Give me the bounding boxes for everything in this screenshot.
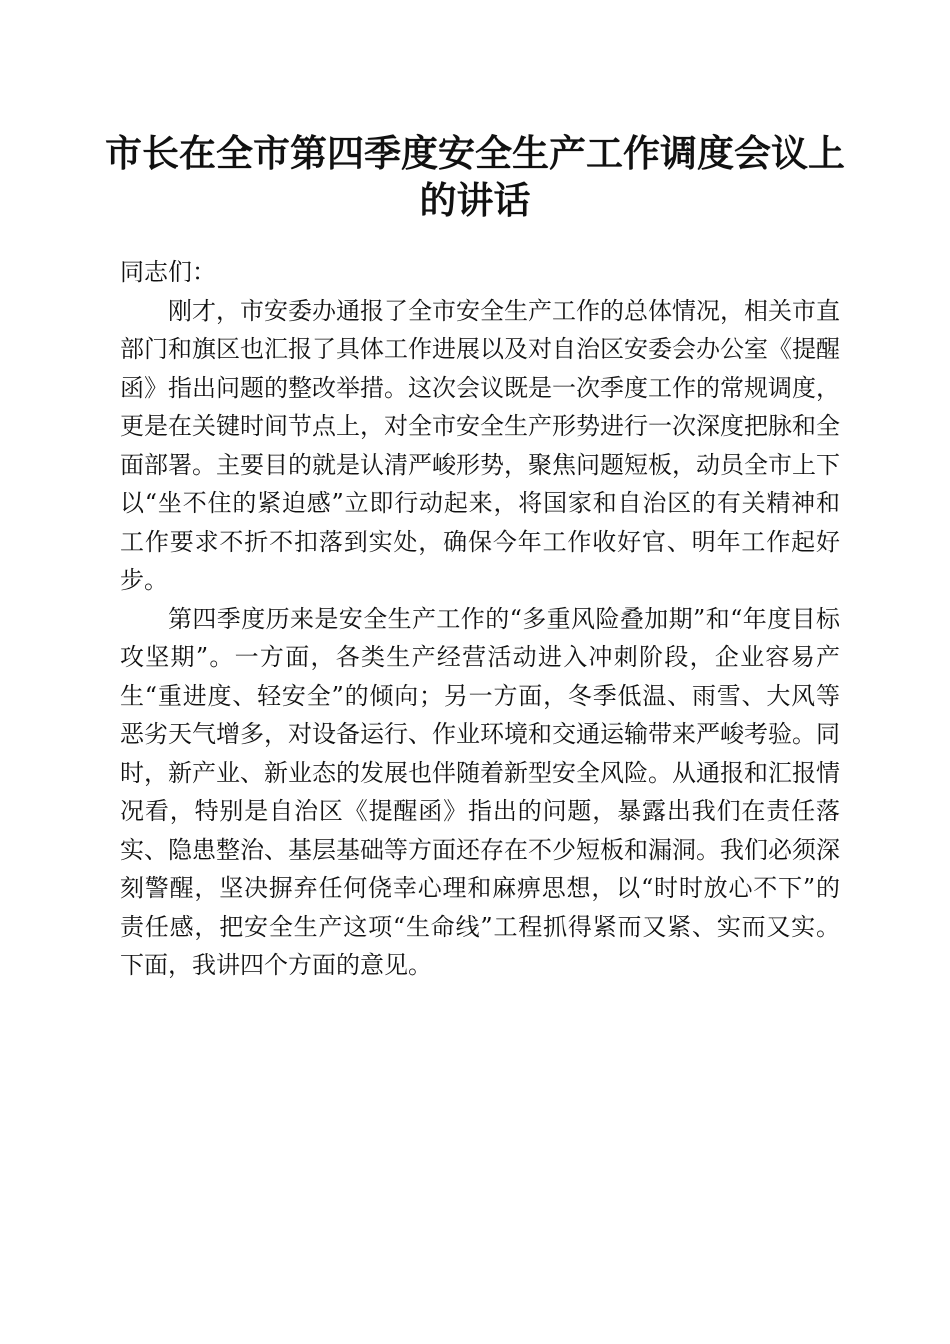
paragraph-1: 刚才，市安委办通报了全市安全生产工作的总体情况，相关市直部门和旗区也汇报了具体工作进展以及对自治区安委会办公室《提醒函》指出问题的整改举措。这次会议既是一次季度工作的常规调度，更是在关键时间节点上，对全市安全生产形势进行一次深度把脉和全面部署。主要目的就是认清严峻形势，聚焦问题短板，动员全市上下以“坐不住的紧迫感”立即行动起来，将国家和自治区的有关精神和工作要求不折不扣落到实处，确保今年工作收好官、明年工作起好步。 [120, 296, 840, 594]
title-line-1: 市长在全市第四季度安全生产工作调度会议上 [105, 132, 845, 175]
paragraph-2: 第四季度历来是安全生产工作的“多重风险叠加期”和“年度目标攻坚期”。一方面，各类生产经营活动进入冲刺阶段，企业容易产生“重进度、轻安全”的倾向；另一方面，冬季低温、雨雪、大风等恶劣天气增多，对设备运行、作业环境和交通运输带来严峻考验。同时，新产业、新业态的发展也伴随着新型安全风险。从通报和汇报情况看，特别是自治区《提醒函》指出的问题，暴露出我们在责任落实、隐患整治、基层基础等方面还存在不少短板和漏洞。我们必须深刻警醒，坚决摒弃任何侥幸心理和麻痹思想，以“时时放心不下”的责任感，把安全生产这项“生命线”工程抓得紧而又紧、实而又实。下面，我讲四个方面的意见。 [120, 604, 840, 979]
title-line-2: 的讲话 [419, 179, 531, 222]
document-title [100, 130, 850, 224]
document-body [120, 253, 840, 985]
salutation: 同志们： [120, 258, 216, 286]
